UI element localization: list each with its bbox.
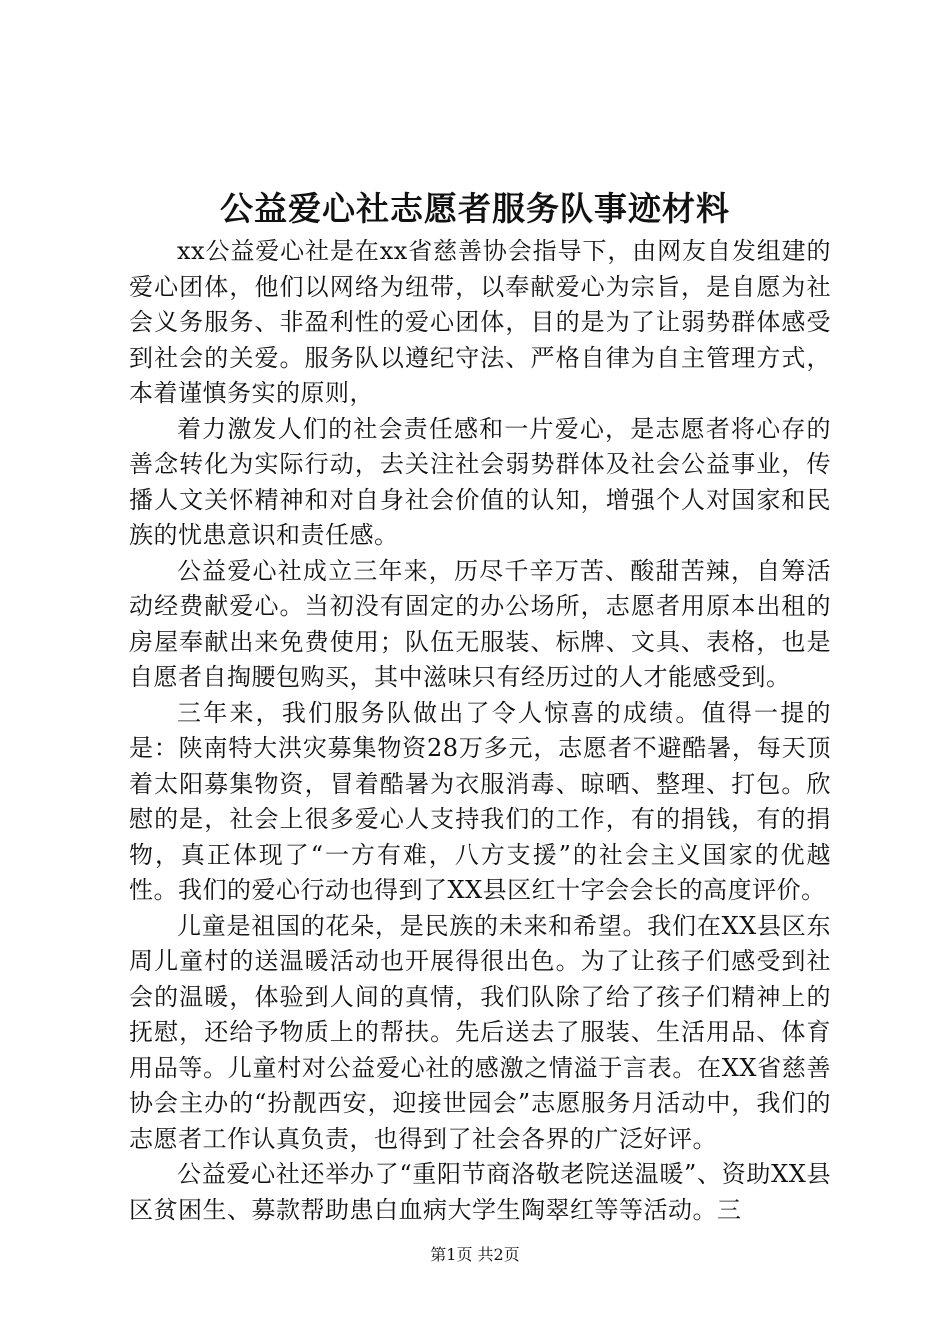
document-body	[129, 234, 831, 1228]
paragraph-3: 公益爱心社成立三年来，历尽千辛万苦、酸甜苦辣，自筹活动经费献爱心。当初没有固定的办公场所，志愿者用原本出租的房屋奉献出来免费使用；队伍无服装、标牌、文具、表格，也是自愿者自掏腰包购买，其中滋味只有经历过的人才能感受到。	[129, 556, 831, 691]
paragraph-6: 公益爱心社还举办了“重阳节商洛敬老院送温暖”、资助XX县区贫困生、募款帮助患白血病大学生陶翠红等等活动。三	[129, 1160, 831, 1224]
document-title: 公益爱心社志愿者服务队事迹材料	[220, 189, 730, 228]
paragraph-4: 三年来，我们服务队做出了令人惊喜的成绩。值得一提的是：陕南特大洪灾募集物资28万多元，志愿者不避酷暑，每天顶着太阳募集物资，冒着酷暑为衣服消毒、晾晒、整理、打包。欣慰的是，社会上很多爱心人支持我们的工作，有的捐钱，有的捐物，真正体现了“一方有难，八方支援”的社会主义国家的优越性。我们的爱心行动也得到了XX县区红十字会会长的高度评价。	[129, 698, 831, 904]
paragraph-5: 儿童是祖国的花朵，是民族的未来和希望。我们在XX县区东周儿童村的送温暖活动也开展得很出色。为了让孩子们感受到社会的温暖，体验到人间的真情，我们队除了给了孩子们精神上的抚慰，还给予物质上的帮扶。先后送去了服装、生活用品、体育用品等。儿童村对公益爱心社的感激之情溢于言表。在XX省慈善协会主办的“扮靓西安，迎接世园会”志愿服务月活动中，我们的志愿者工作认真负责，也得到了社会各界的广泛好评。	[129, 911, 831, 1153]
page-number-footer: 第1页 共2页	[430, 1245, 520, 1264]
paragraph-2: 着力激发人们的社会责任感和一片爱心，是志愿者将心存的善念转化为实际行动，去关注社会弱势群体及社会公益事业，传播人文关怀精神和对自身社会价值的认知，增强个人对国家和民族的忧患意识和责任感。	[129, 414, 831, 549]
paragraph-1: xx公益爱心社是在xx省慈善协会指导下，由网友自发组建的爱心团体，他们以网络为纽带，以奉献爱心为宗旨，是自愿为社会义务服务、非盈利性的爱心团体，目的是为了让弱势群体感受到社会的关爱。服务队以遵纪守法、严格自律为自主管理方式，本着谨慎务实的原则，	[129, 237, 831, 407]
